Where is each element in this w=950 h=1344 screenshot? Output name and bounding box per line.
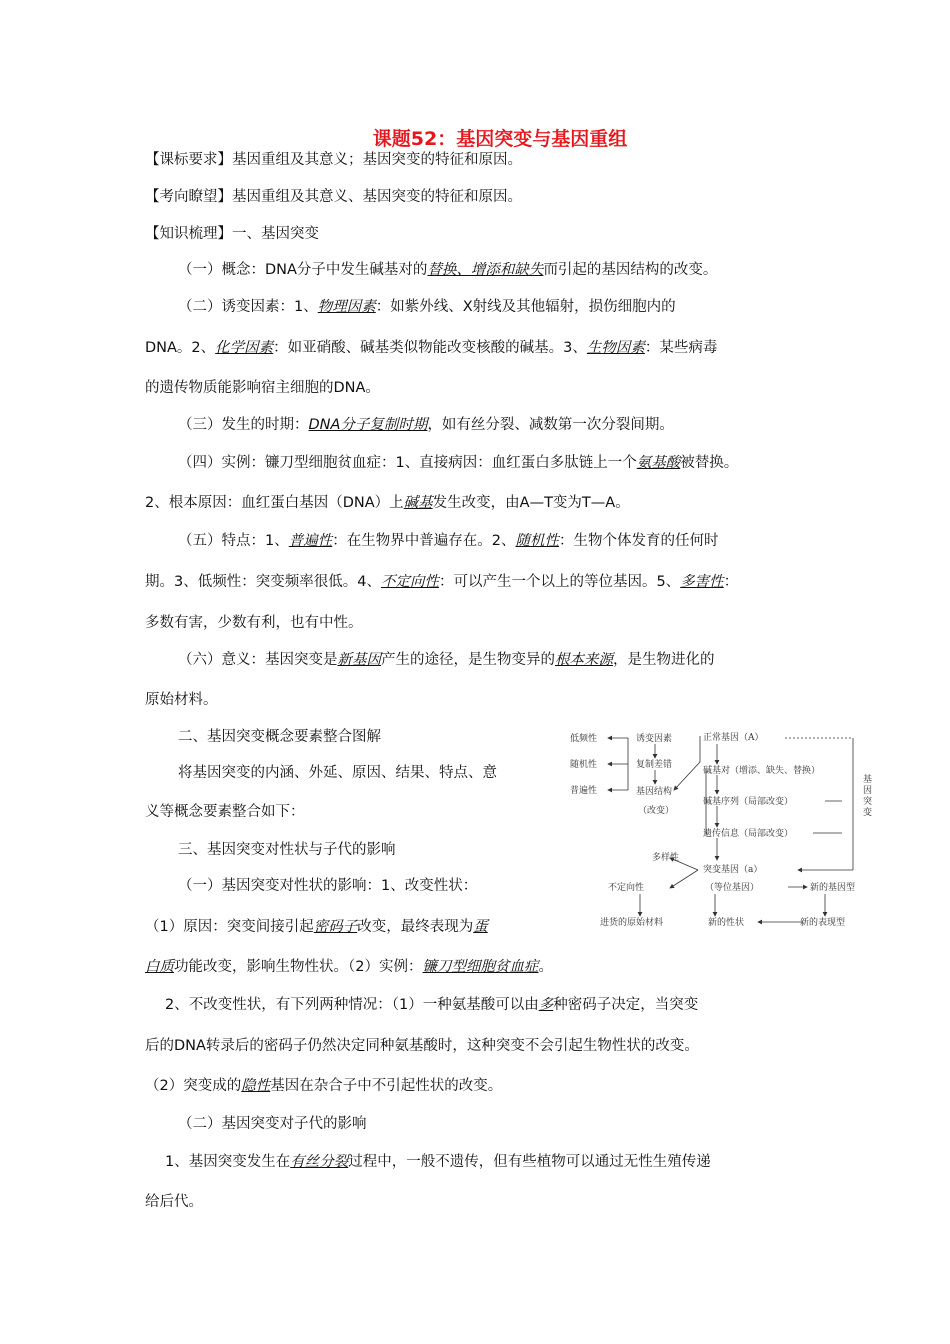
section-3-sub-1: （一）基因突变对性状的影响：1、改变性状：: [178, 878, 478, 894]
base-sequence-label: 碱基序列（局部改变）: [703, 797, 794, 807]
meaning-line-1: （六）意义：基因突变是新基因产生的途径，是生物变异的根本来源，是生物进化的: [178, 652, 715, 668]
gene-mutation-side-label: 基因突变: [863, 775, 873, 818]
replication-error-label: 复制差错: [636, 760, 673, 770]
feature-line-2: 期。3、低频性：突变频率很低。4、不定向性：可以产生一个以上的等位基因。5、多害性：: [145, 574, 739, 590]
requirement-line: 【课标要求】基因重组及其意义；基因突变的特征和原因。: [145, 152, 522, 168]
factor-line-3: 的遗传物质能影响宿主细胞的DNA。: [145, 380, 380, 396]
section-3-heading: 三、基因突变对性状与子代的影响: [178, 842, 396, 858]
reason-line-2: 白质功能改变，影响生物性状。（2）实例：镰刀型细胞贫血症。: [145, 959, 553, 975]
new-trait-label: 新的性状: [708, 918, 745, 928]
randomness-label: 随机性: [570, 760, 598, 770]
unchanged-line-2: 后的DNA转录后的密码子仍然决定同种氨基酸时，这种突变不会引起生物性状的改变。: [145, 1038, 699, 1054]
gene-structure-label: 基因结构: [636, 787, 673, 797]
trend-line: 【考向瞭望】基因重组及其意义、基因突变的特征和原因。: [145, 189, 522, 205]
low-frequency-label: 低频性: [570, 734, 598, 744]
feature-line-1: （五）特点：1、普遍性：在生物界中普遍存在。2、随机性：生物个体发育的任何时: [178, 533, 719, 549]
reason-line-1: （1）原因：突变间接引起密码子改变，最终表现为蛋: [145, 919, 488, 935]
diversity-label: 多样性: [652, 853, 680, 863]
change-label: （改变）: [638, 806, 675, 816]
unchanged-line-3: （2）突变成的隐性基因在杂合子中不引起性状的改变。: [145, 1078, 503, 1094]
section-2-heading: 二、基因突变概念要素整合图解: [178, 729, 381, 745]
page-title: 课题52：基因突变与基因重组: [372, 128, 628, 150]
genetic-info-label: 遗传信息（局部改变）: [703, 829, 794, 839]
unchanged-line-1: 2、不改变性状，有下列两种情况：（1）一种氨基酸可以由多种密码子决定，当突变: [165, 997, 699, 1013]
offspring-line-1: 1、基因突变发生在有丝分裂过程中，一般不遗传，但有些植物可以通过无性生殖传递: [165, 1154, 711, 1170]
concept-line: （一）概念：DNA分子中发生碱基对的替换、增添和缺失而引起的基因结构的改变。: [178, 262, 718, 278]
universality-label: 普遍性: [570, 786, 598, 796]
base-pair-label: 碱基对（增添、缺失、替换）: [703, 766, 821, 776]
knowledge-line: 【知识梳理】一、基因突变: [145, 226, 319, 242]
gene-mutation-concept-diagram: [560, 722, 880, 942]
section-3-sub-2: （二）基因突变对子代的影响: [178, 1116, 367, 1132]
evolution-material-label: 进货的原始材料: [600, 918, 664, 928]
undirected-label: 不定向性: [608, 883, 645, 893]
mutagen-label: 诱变因素: [636, 734, 673, 744]
section-2-line-2: 义等概念要素整合如下：: [145, 804, 305, 820]
example-line-2: 2、根本原因：血红蛋白基因（DNA）上碱基发生改变，由A—T变为T—A。: [145, 495, 630, 511]
section-2-line-1: 将基因突变的内涵、外延、原因、结果、特点、意: [178, 765, 497, 781]
factor-line-2: DNA。2、化学因素：如亚硝酸、碱基类似物能改变核酸的碱基。3、生物因素：某些病毒: [145, 340, 718, 356]
feature-line-3: 多数有害，少数有利，也有中性。: [145, 615, 363, 631]
example-line-1: （四）实例：镰刀型细胞贫血症：1、直接病因：血红蛋白多肽链上一个氨基酸被替换。: [178, 455, 739, 471]
new-phenotype-label: 新的表现型: [800, 918, 846, 928]
allele-label: （等位基因）: [705, 883, 760, 893]
mutant-gene-label: 突变基因（a）: [703, 865, 763, 875]
factor-line-1: （二）诱变因素：1、物理因素：如紫外线、X射线及其他辐射，损伤细胞内的: [178, 299, 676, 315]
normal-gene-label: 正常基因（A）: [703, 733, 764, 743]
period-line: （三）发生的时期：DNA分子复制时期，如有丝分裂、减数第一次分裂间期。: [178, 417, 674, 433]
new-genotype-label: 新的基因型: [810, 883, 856, 893]
meaning-line-2: 原始材料。: [145, 692, 218, 708]
offspring-line-2: 给后代。: [145, 1194, 203, 1210]
